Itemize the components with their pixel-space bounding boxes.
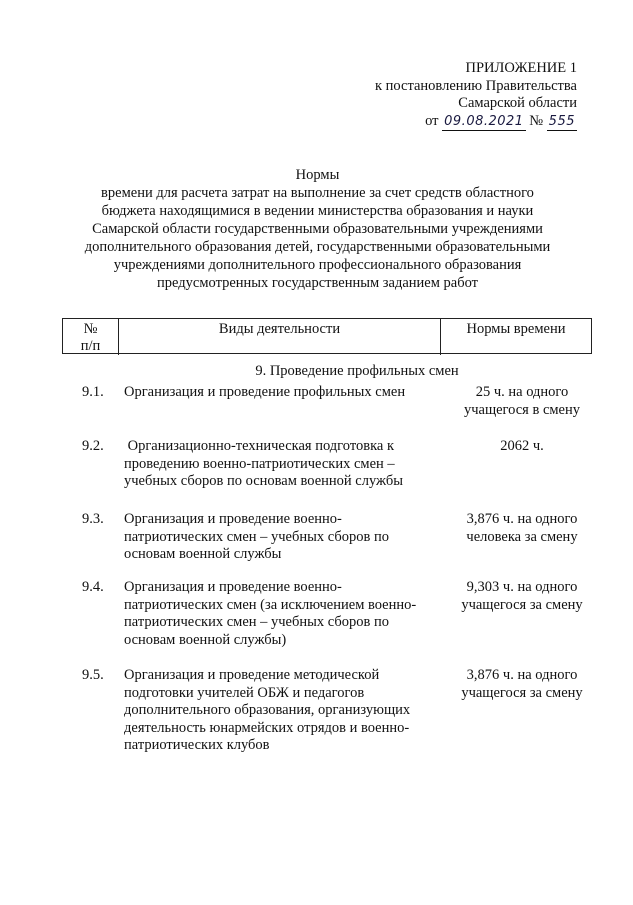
activity-line: основам военной службы <box>124 546 282 562</box>
activity-line: деятельность юнармейских отрядов и военно- <box>124 719 410 736</box>
title-line: Самарской области государственными образовательными учреждениями <box>92 221 543 237</box>
row-activity <box>118 511 442 579</box>
table-row <box>62 667 592 767</box>
norm-line: человека за смену <box>466 528 578 545</box>
activity-line: учебных сборов по основам военной службы <box>124 473 403 489</box>
from-label: от <box>425 112 439 129</box>
activity-line: Организация и проведение методической <box>124 667 380 683</box>
activity-line: Организация и проведение военно- <box>124 511 342 527</box>
header-number-line-2: п/п <box>80 338 101 354</box>
header-norms: Нормы времени <box>466 321 566 337</box>
norm-line: учащегося в смену <box>463 401 581 418</box>
title-line: учреждениями дополнительного профессионального образования <box>113 257 522 273</box>
table-row <box>62 438 592 511</box>
row-number: 9.3. <box>82 511 104 527</box>
activity-line: патриотических смен (за исключением военно- <box>124 596 417 613</box>
row-activity <box>118 579 442 667</box>
header-number-line-1: № <box>83 321 98 337</box>
row-number: 9.1. <box>82 384 104 400</box>
document-title <box>60 166 575 292</box>
row-norm <box>442 511 592 579</box>
row-norm <box>442 579 592 667</box>
table-header <box>62 318 592 354</box>
appendix-block <box>375 60 577 131</box>
activity-line: Организация и проведение военно- <box>124 579 342 595</box>
table-row <box>62 511 592 579</box>
table-row <box>62 579 592 667</box>
header-number <box>63 319 119 355</box>
activity-line: основам военной службы) <box>124 631 287 648</box>
norm-line: 9,303 ч. на одного <box>466 579 578 595</box>
row-activity <box>118 438 442 511</box>
norm-line: учащегося за смену <box>461 684 583 701</box>
row-activity <box>118 667 442 767</box>
row-number: 9.2. <box>82 438 104 454</box>
title-line: бюджета находящимися в ведении министерства образования и науки <box>101 203 534 219</box>
appendix-line-1: к постановлению Правительства <box>375 77 577 94</box>
table-row <box>62 384 592 438</box>
row-number: 9.4. <box>82 579 104 595</box>
row-number: 9.5. <box>82 667 104 683</box>
activity-line: Организационно-техническая подготовка к <box>124 438 394 454</box>
norm-line: 2062 ч. <box>500 438 544 454</box>
title-line: предусмотренных государственным заданием работ <box>157 275 478 291</box>
title-line: времени для расчета затрат на выполнение за счет средств областного <box>101 185 534 201</box>
appendix-date-line <box>375 113 577 132</box>
number-label: № <box>529 112 544 129</box>
table-body <box>62 384 592 767</box>
appendix-line-2: Самарской области <box>458 95 577 111</box>
header-activity: Виды деятельности <box>119 319 441 355</box>
activity-line: проведению военно-патриотических смен – <box>124 455 395 472</box>
appendix-title: ПРИЛОЖЕНИЕ 1 <box>465 60 577 76</box>
row-norm <box>442 438 592 511</box>
section-title: 9. Проведение профильных смен <box>255 363 459 379</box>
activity-line: дополнительного образования, организующих <box>124 702 411 718</box>
activity-line: патриотических клубов <box>124 737 270 753</box>
activity-line: патриотических смен – учебных сборов по <box>124 614 389 630</box>
activity-line: патриотических смен – учебных сборов по <box>124 528 389 545</box>
activity-line: Организация и проведение профильных смен <box>124 384 406 400</box>
row-norm <box>442 384 592 438</box>
row-activity <box>118 384 442 438</box>
norm-line: 3,876 ч. на одного <box>466 667 578 683</box>
handwritten-date: 09.08.2021 <box>442 113 525 132</box>
title-heading: Нормы <box>295 167 340 183</box>
handwritten-number: 555 <box>547 113 577 132</box>
norm-line: 25 ч. на одного <box>475 384 569 400</box>
norm-line: учащегося за смену <box>461 596 583 613</box>
norm-line: 3,876 ч. на одного <box>466 511 578 527</box>
activity-line: подготовки учителей ОБЖ и педагогов <box>124 684 365 701</box>
title-line: дополнительного образования детей, государственными образовательными <box>84 239 551 255</box>
row-norm <box>442 667 592 767</box>
